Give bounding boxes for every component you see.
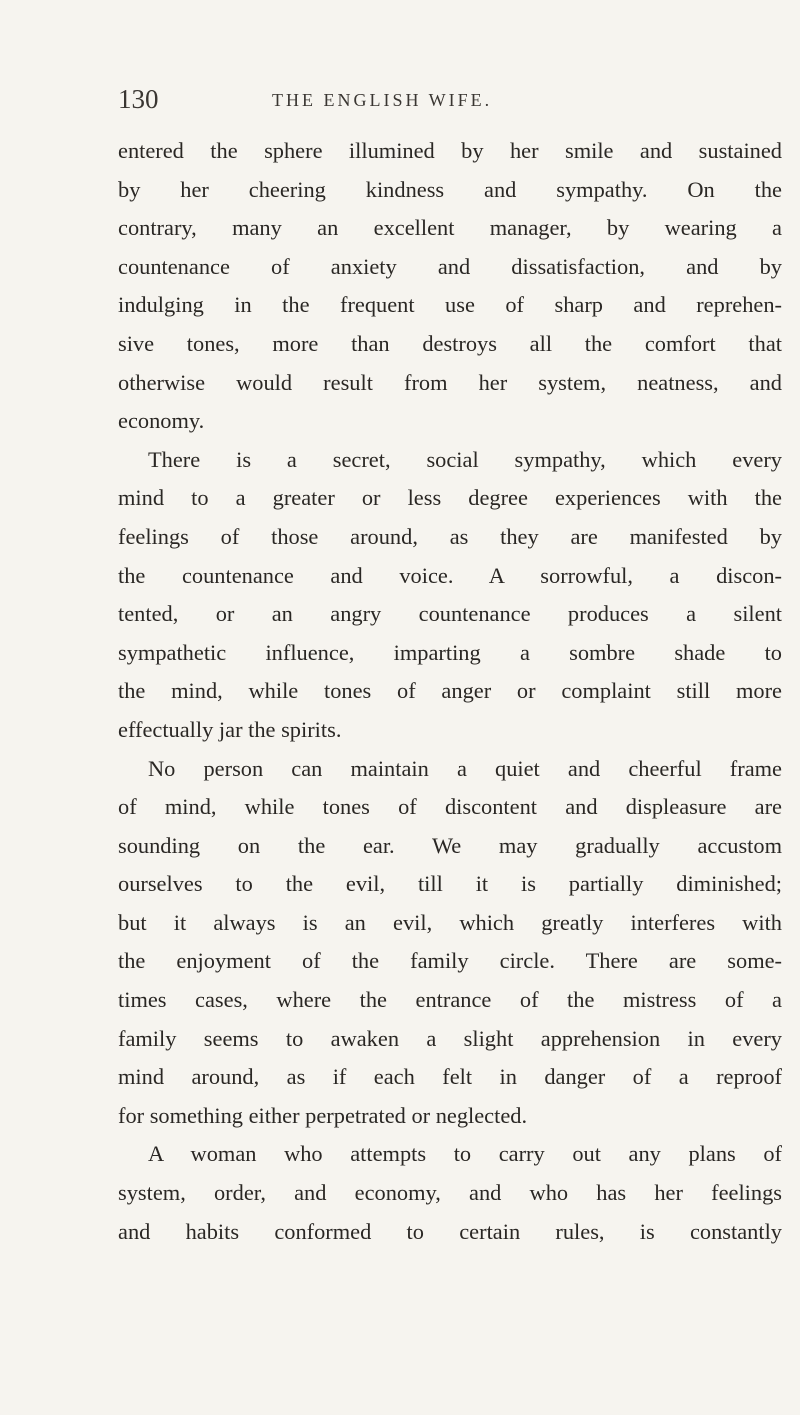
text-line: sounding on the ear. We may gradually accustom — [118, 832, 782, 858]
text-line: sive tones, more than destroys all the comfort that — [118, 330, 782, 356]
paragraph-start-line: There is a secret, social sympathy, which every — [148, 446, 782, 472]
text-line: mind around, as if each felt in danger of a reproof — [118, 1064, 782, 1090]
text-line: family seems to awaken a slight apprehension in every — [118, 1025, 782, 1051]
text-line: of mind, while tones of discontent and displeasure are — [118, 794, 782, 820]
paragraph-end-line: economy. — [118, 408, 205, 434]
text-line: and habits conformed to certain rules, is constantly — [118, 1218, 782, 1244]
text-line: indulging in the frequent use of sharp and reprehen- — [118, 292, 782, 318]
text-line: entered the sphere illumined by her smile and sustained — [118, 138, 782, 163]
text-line: sympathetic influence, imparting a sombre shade to — [118, 639, 782, 665]
text-line: by her cheering kindness and sympathy. On the — [118, 176, 782, 202]
running-title: THE ENGLISH WIFE. — [272, 90, 493, 110]
text-line: countenance of anxiety and dissatisfaction, and by — [118, 253, 782, 279]
text-line: but it always is an evil, which greatly interferes with — [118, 909, 782, 935]
running-head — [118, 86, 698, 116]
text-line: feelings of those around, as they are manifested by — [118, 523, 782, 549]
text-line: contrary, many an excellent manager, by wearing a — [118, 215, 782, 241]
paragraph-start-line: A woman who attempts to carry out any plans of — [148, 1141, 782, 1167]
paragraph-end-line: effectually jar the spirits. — [118, 716, 342, 742]
text-line: times cases, where the entrance of the mistress of a — [118, 987, 782, 1013]
text-line: ourselves to the evil, till it is partially diminished; — [118, 871, 782, 897]
text-line: otherwise would result from her system, neatness, and — [118, 369, 782, 395]
text-line: the mind, while tones of anger or complaint still more — [118, 678, 782, 704]
text-line: the countenance and voice. A sorrowful, a discon- — [118, 562, 782, 588]
paragraph-end-line: for something either perpetrated or neglected. — [118, 1102, 528, 1128]
text-line: the enjoyment of the family circle. There are some- — [118, 948, 782, 974]
body-text — [118, 132, 782, 1251]
text-line: mind to a greater or less degree experiences with the — [118, 485, 782, 511]
page-number: 130 — [118, 84, 159, 114]
paragraph-start-line: No person can maintain a quiet and cheerful frame — [148, 755, 782, 781]
text-line: system, order, and economy, and who has her feelings — [118, 1180, 782, 1206]
text-line: tented, or an angry countenance produces a silent — [118, 601, 782, 627]
